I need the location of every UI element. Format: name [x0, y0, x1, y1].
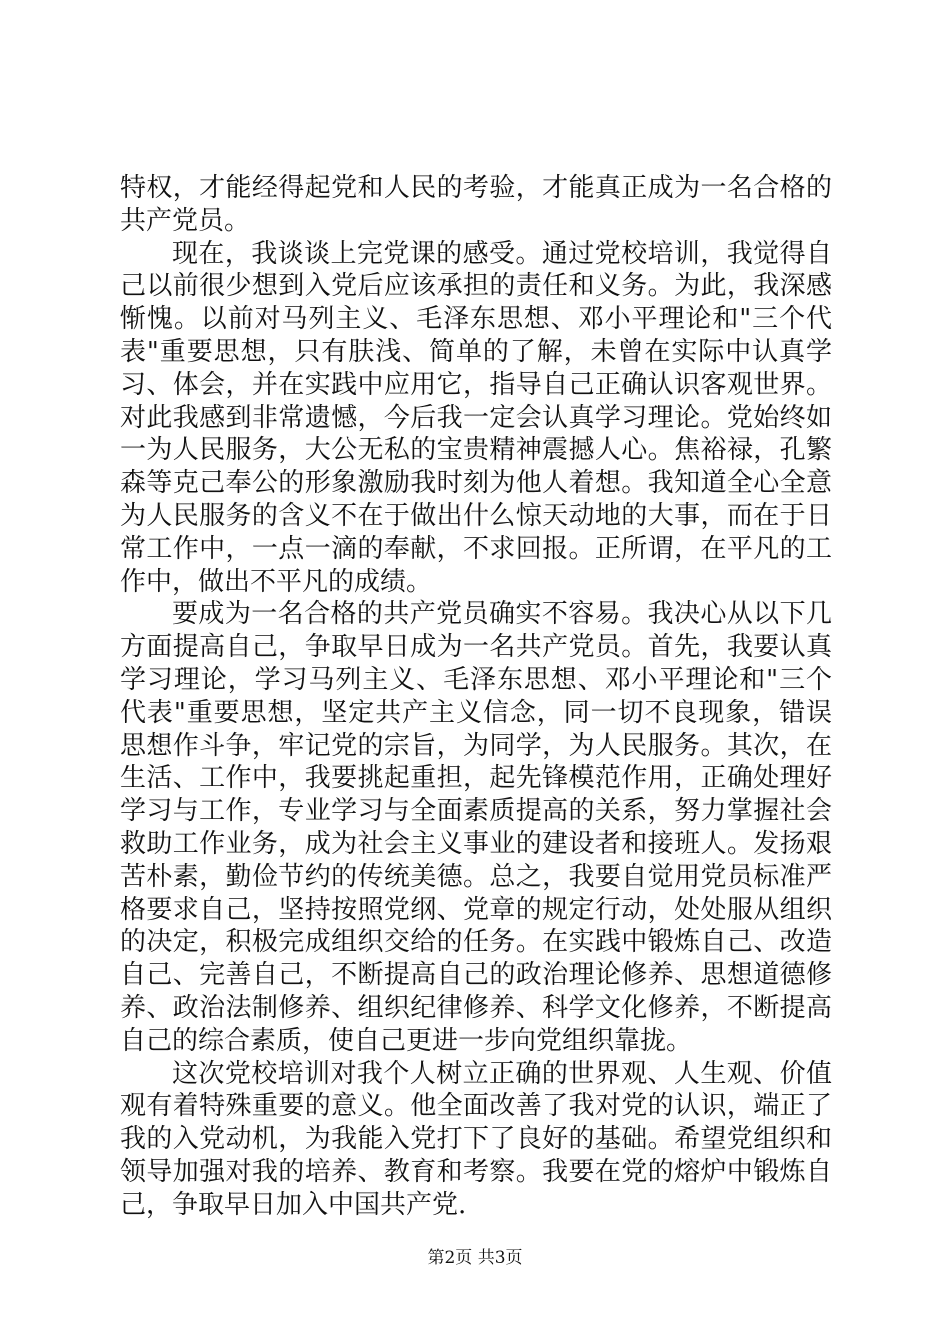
page-number-footer: 第2页 共3页	[427, 1248, 523, 1268]
document-body	[120, 172, 832, 1222]
paragraph-self-improvement: 要成为一名合格的共产党员确实不容易。我决心从以下几方面提高自己，争取早日成为一名共产党员。首先，我要认真学习理论，学习马列主义、毛泽东思想、邓小平理论和"三个代表"重要思想，坚定共产主义信念，同一切不良现象，错误思想作斗争，牢记党的宗旨，为同学，为人民服务。其次，在生活、工作中，我要挑起重担，起先锋模范作用，正确处理好学习与工作，专业学习与全面素质提高的关系，努力掌握社会救助工作业务，成为社会主义事业的建设者和接班人。发扬艰苦朴素，勤俭节约的传统美德。总之，我要自觉用党员标准严格要求自己，坚持按照党纲、党章的规定行动，处处服从组织的决定，积极完成组织交给的任务。在实践中锻炼自己、改造自己、完善自己，不断提高自己的政治理论修养、思想道德修养、政治法制修养、组织纪律修养、科学文化修养，不断提高自己的综合素质，使自己更进一步向党组织靠拢。	[120, 599, 832, 1056]
paragraph-continuation: 特权，才能经得起党和人民的考验，才能真正成为一名合格的共产党员。	[120, 173, 832, 236]
paragraph-conclusion: 这次党校培训对我个人树立正确的世界观、人生观、价值观有着特殊重要的意义。他全面改善了我对党的认识，端正了我的入党动机，为我能入党打下了良好的基础。希望党组织和领导加强对我的培养、教育和考察。我要在党的熔炉中锻炼自己，争取早日加入中国共产党.	[120, 1058, 832, 1220]
paragraph-party-class-feelings: 现在，我谈谈上完党课的感受。通过党校培训，我觉得自己以前很少想到入党后应该承担的责任和义务。为此，我深感惭愧。以前对马列主义、毛泽东思想、邓小平理论和"三个代表"重要思想，只有肤浅、简单的了解，未曾在实际中认真学习、体会，并在实践中应用它，指导自己正确认识客观世界。对此我感到非常遗憾，今后我一定会认真学习理论。党始终如一为人民服务，大公无私的宝贵精神震撼人心。焦裕禄，孔繁森等克己奉公的形象激励我时刻为他人着想。我知道全心全意为人民服务的含义不在于做出什么惊天动地的大事，而在于日常工作中，一点一滴的奉献，不求回报。正所谓，在平凡的工作中，做出不平凡的成绩。	[120, 238, 832, 597]
